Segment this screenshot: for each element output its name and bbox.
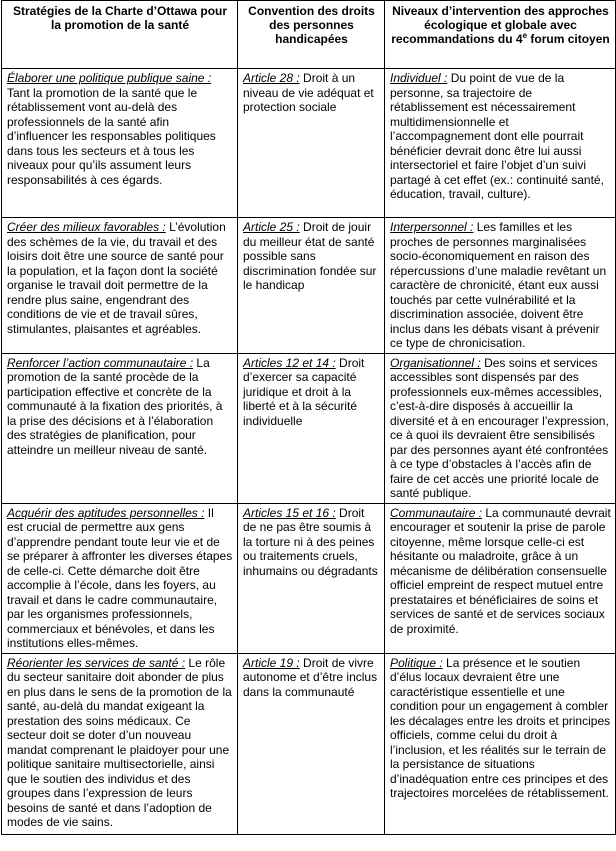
strategy-title: Créer des milieux favorables : [7, 220, 166, 234]
level-text: Du point de vue de la personne, sa trajectoire de rétablissement est nécessairement multidimensionnelle et l’accompagnement dont elle pourrait bénéficier devrait donc être lui aussi intersectoriel et faire l’objet d’un suivi partagé à cet effet (ex.: continuité santé, éducation, travail, culture). [390, 71, 604, 201]
strategy-title: Réorienter les services de santé : [7, 655, 186, 670]
level-title: Communautaire : [390, 505, 483, 520]
article-text: Droit de vivre autonome et d’être inclus dans la communauté [243, 655, 378, 699]
table-row [2, 69, 616, 218]
article-text: Droit d’exercer sa capacité juridique et droit à la liberté et à la sécurité individuelle [243, 355, 365, 428]
article-text: Droit de ne pas être soumis à la torture ni à des peines ou traitements cruels, inhumains ou dégradants [243, 505, 378, 578]
article-title: Article 25 : [243, 220, 300, 234]
article-title: Articles 15 et 16 : [243, 505, 336, 520]
article-cell [238, 218, 385, 354]
article-cell [238, 653, 385, 834]
table-row [2, 218, 616, 354]
strategy-cell [2, 69, 238, 218]
level-cell [385, 353, 616, 503]
table-row [2, 503, 616, 653]
header-levels-tail: forum citoyen [527, 32, 610, 46]
level-text: La présence et le soutien d’élus locaux devraient être une caractéristique essentielle et une condition pour un engagement à combler les décalages entre les droits et principes officiels, comme celui du droit à l’inclusion, et les réalités sur le terrain de la persistance de situations d’inadéquation entre ces principes et des trajectoires morcelées de rétablissement. [390, 655, 611, 800]
level-cell [385, 69, 616, 218]
header-convention-text: Convention des droits des personnes handicapées [248, 4, 375, 46]
article-text: Droit de jouir du meilleur état de santé possible sans discrimination fondée sur le handicap [243, 220, 377, 292]
table-row [2, 353, 616, 503]
strategy-cell [2, 218, 238, 354]
strategy-text: La promotion de la santé procède de la participation effective et concrète de la communauté à la fixation des priorités, à la prise des décisions et à l’élaboration des stratégies de planification, pour atteindre un meilleur niveau de santé. [7, 355, 223, 457]
table-row [2, 653, 616, 834]
level-title: Individuel : [390, 71, 448, 85]
level-cell [385, 503, 616, 653]
level-title: Organisationnel : [390, 355, 481, 370]
strategy-cell [2, 353, 238, 503]
strategy-text: Il est crucial de permettre aux gens d’apprendre pendant toute leur vie et de se préparer à affronter les diverses étapes de celle-ci. Cette démarche doit être accomplie à l’école, dans les foyers, au travail et dans le cadre communautaire, par les organismes professionnels, commerciaux et bénévoles, et dans les institutions elles-mêmes. [7, 505, 233, 650]
strategy-text: Tant la promotion de la santé que le rétablissement vont au-delà des professionnels de la santé afin d’influencer les responsables politiques dans tous les secteurs et à tous les niveaux pour qu’ils assument leurs responsabilités à ces égards. [7, 85, 216, 187]
header-levels-superscript: e [522, 31, 528, 40]
article-text: Droit à un niveau de vie adéquat et protection sociale [243, 71, 374, 114]
strategy-title: Acquérir des aptitudes personnelles : [7, 505, 205, 520]
article-title: Article 19 : [243, 655, 300, 670]
strategy-title: Renforcer l’action communautaire : [7, 355, 194, 370]
level-text: Des soins et services accessibles sont dispensés par des professionnels eux-mêmes accessibles, c’est-à-dire disposés à accueillir la diversité et à en encourager l’expression, ce à quoi ils devraient être sensibilisés par des personnes ayant été confrontées à ce type d’obstacles à l’accès afin de faire de cet accès une priorité locale de santé publique. [390, 355, 609, 500]
article-title: Articles 12 et 14 : [243, 355, 336, 370]
level-cell [385, 653, 616, 834]
level-cell [385, 218, 616, 354]
header-ottawa-text: Stratégies de la Charte d’Ottawa pour la promotion de la santé [12, 4, 228, 32]
header-row [2, 1, 616, 69]
header-levels-text: Niveaux d’intervention des approches écologique et globale avec recommandations du 4 [391, 4, 609, 46]
level-title: Interpersonnel : [390, 220, 474, 234]
level-text: Les familles et les proches de personnes marginalisées socio-économiquement en raison des répercussions d’une maladie revêtant un caractère de chronicité, étant eux aussi touchés par cette vulnérabilité et la discrimination associée, doivent être inclus dans les débats visant à prévenir ce type de chronicisation. [390, 220, 607, 350]
level-title: Politique : [390, 655, 443, 670]
header-ottawa-strategies [2, 1, 238, 69]
article-cell [238, 503, 385, 653]
strategy-title: Élaborer une politique publique saine : [7, 71, 212, 85]
article-cell [238, 353, 385, 503]
article-title: Article 28 : [243, 71, 300, 85]
strategy-text: Le rôle du secteur sanitaire doit abonder de plus en plus dans le sens de la promotion de la santé, au-delà du mandat exigeant la prestation des soins médicaux. Ce secteur doit se doter d’un nouveau mandat comprenant le plaidoyer pour une politique sanitaire multisectorielle, ainsi que le soutien des individus et des groupes dans l’expression de leurs besoins de santé et dans l’adoption de modes de vie sains. [7, 655, 232, 829]
level-text: La communauté devrait encourager et soutenir la prise de parole citoyenne, même lorsque celle-ci est hésitante ou maladroite, grâce à un mécanisme de délibération consensuelle officiel empreint de respect mutuel entre prestataires et bénéficiaires de soins et services de santé et de services sociaux de proximité. [390, 505, 611, 636]
strategy-cell [2, 653, 238, 834]
comparison-table [1, 0, 616, 835]
header-intervention-levels [385, 1, 616, 69]
article-cell [238, 69, 385, 218]
strategy-cell [2, 503, 238, 653]
strategy-text: L’évolution des schèmes de la vie, du travail et des loisirs doit être une source de santé pour la population, et la façon dont la société organise le travail doit permettre de la rendre plus saine, engendrant des conditions de vie et de travail sûres, stimulantes, plaisantes et agréables. [7, 220, 226, 336]
header-disability-convention [238, 1, 385, 69]
